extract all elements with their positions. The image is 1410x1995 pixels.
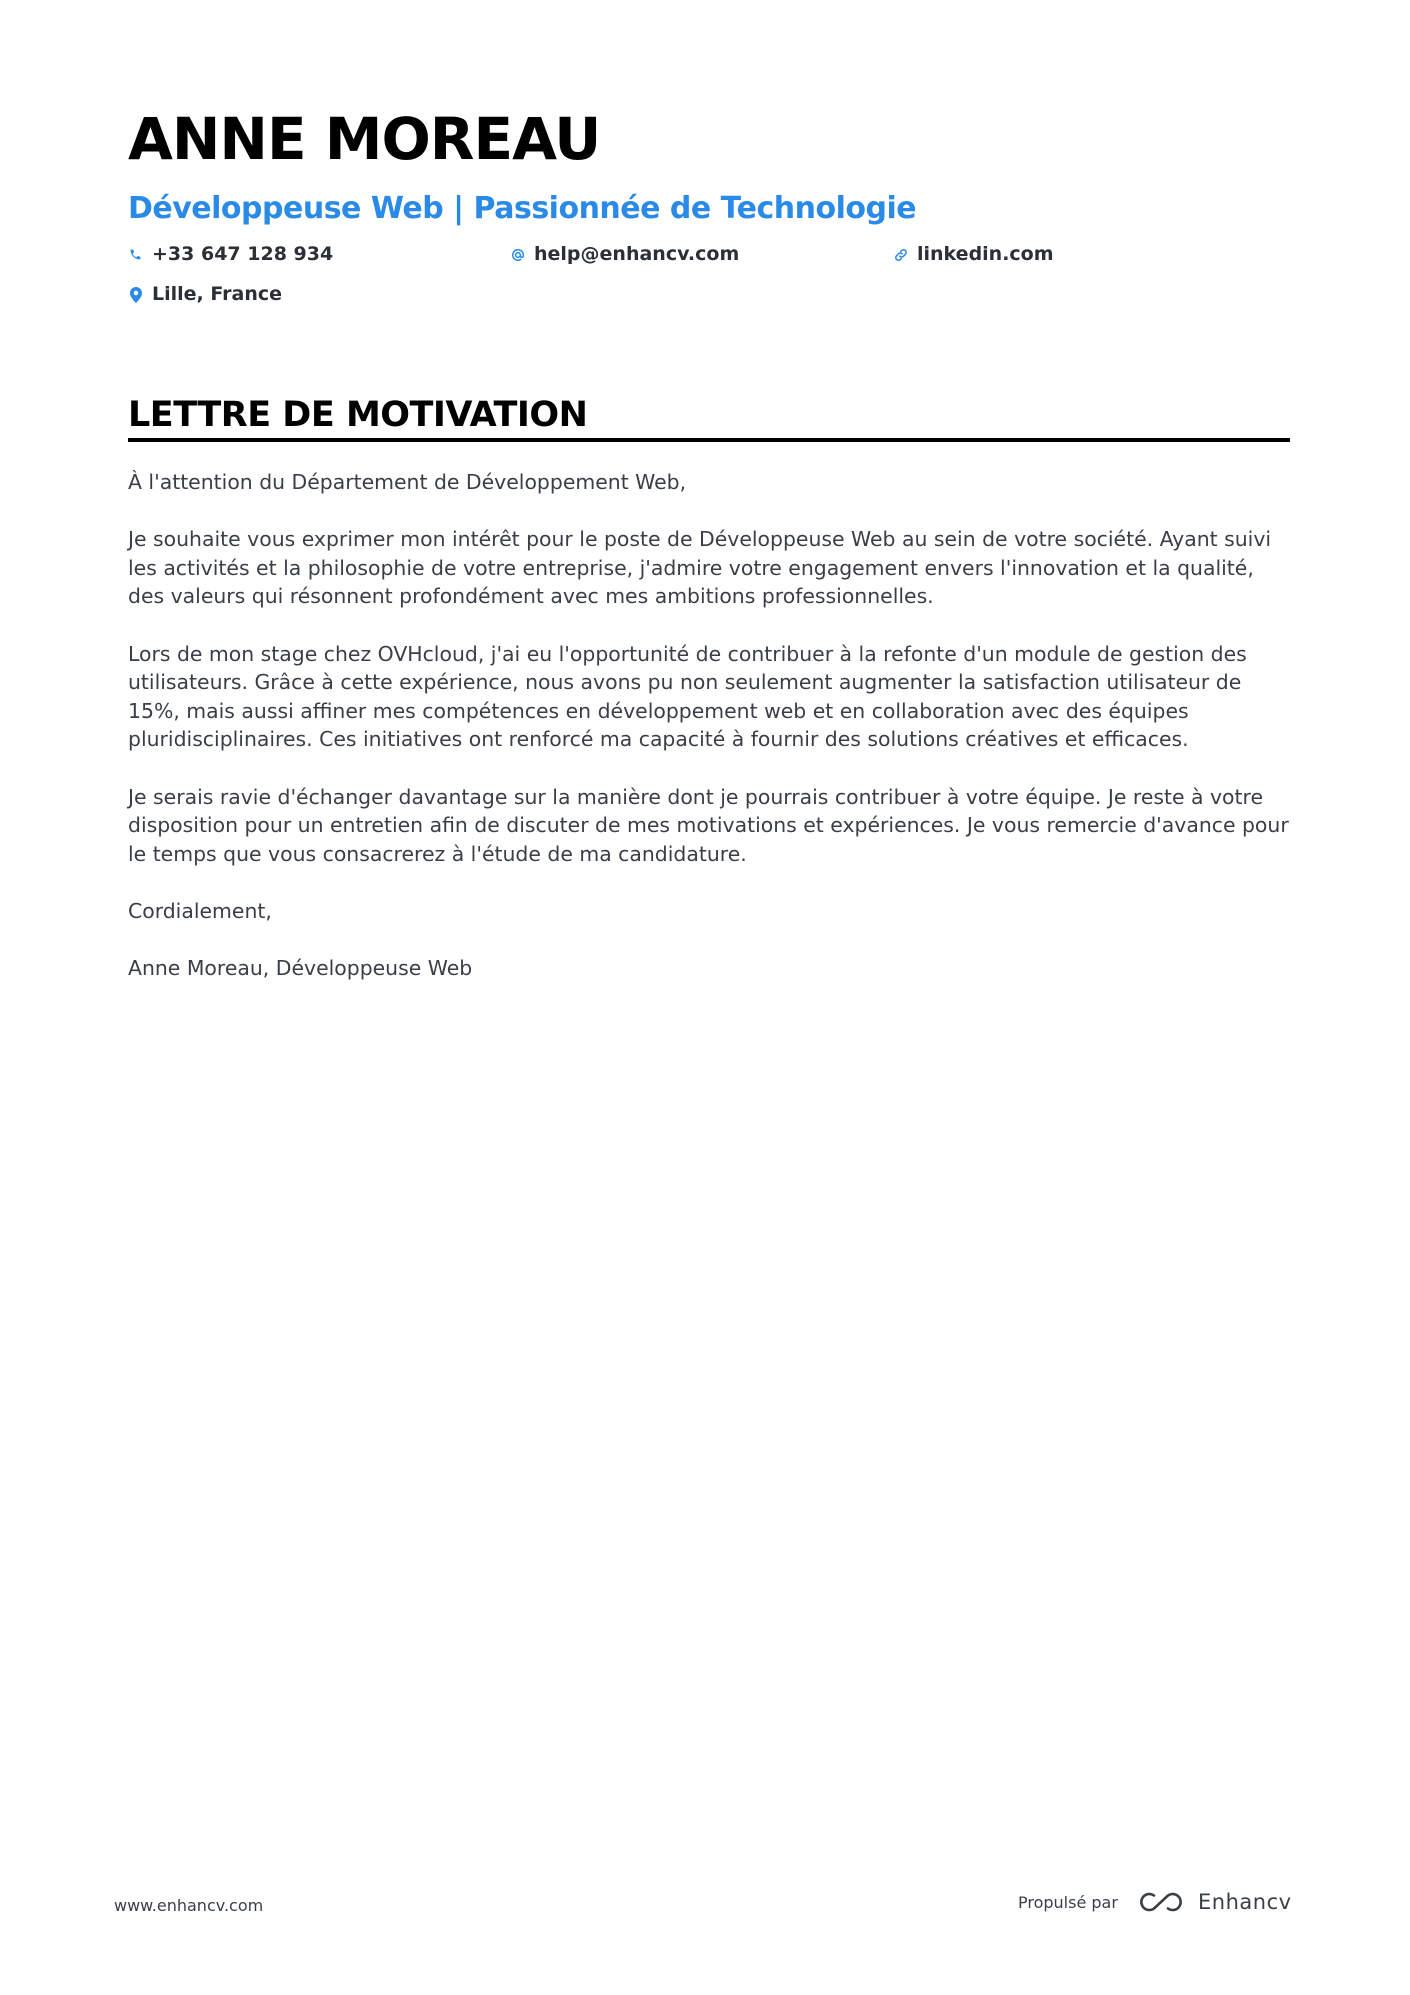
section-title: LETTRE DE MOTIVATION [128, 395, 588, 435]
contact-phone-text: +33 647 128 934 [152, 243, 334, 265]
at-icon [510, 246, 525, 263]
location-pin-icon [128, 286, 143, 303]
letter-salutation: À l'attention du Département de Développement Web, [128, 470, 687, 494]
footer-website[interactable]: www.enhancv.com [114, 1896, 264, 1915]
contact-email-text[interactable]: help@enhancv.com [534, 243, 740, 265]
letter-closing: Cordialement, [128, 898, 272, 923]
letter-signature: Anne Moreau, Développeuse Web [128, 956, 473, 981]
contact-phone [128, 245, 333, 264]
link-icon [893, 246, 908, 263]
candidate-subtitle: Développeuse Web | Passionnée de Technologie [128, 191, 917, 226]
contact-linkedin[interactable] [893, 245, 1054, 264]
footer-powered-by: Propulsé par [1018, 1893, 1118, 1912]
letter-paragraph-1: Je souhaite vous exprimer mon intérêt pour le poste de Développeuse Web au sein de votre société. Ayant suivi les activités et la philosophie de votre entreprise, j'admire votre engagement envers l'innovation et la qualité, des valeurs qui résonnent profondément avec mes ambitions professionnelles. [128, 527, 1272, 609]
footer-brand-name: Enhancv [1198, 1890, 1292, 1914]
letter-body [128, 468, 1290, 1011]
contact-location-text: Lille, France [152, 283, 282, 305]
contact-location [128, 285, 282, 304]
enhancv-logo-icon [1138, 1889, 1184, 1915]
contact-email[interactable] [510, 245, 739, 264]
contact-linkedin-text[interactable]: linkedin.com [917, 243, 1054, 265]
phone-icon [128, 246, 143, 263]
section-divider [128, 438, 1290, 442]
letter-paragraph-3: Je serais ravie d'échanger davantage sur la manière dont je pourrais contribuer à votre équipe. Je reste à votre disposition pour un entretien afin de discuter de mes motivations et expériences. Je vous remercie d'avance pour le temps que vous consacrerez à l'étude de ma candidature. [128, 784, 1289, 866]
candidate-name: ANNE MOREAU [128, 105, 601, 173]
footer-brand-logo[interactable] [1138, 1889, 1292, 1915]
letter-paragraph-2: Lors de mon stage chez OVHcloud, j'ai eu l'opportunité de contribuer à la refonte d'un module de gestion des utilisateurs. Grâce à cette expérience, nous avons pu non seulement augmenter la satisfaction utilisateur de 15%, mais aussi affiner mes compétences en développement web et en collaboration avec des équipes pluridisciplinaires. Ces initiatives ont renforcé ma capacité à fournir des solutions créatives et efficaces. [128, 641, 1247, 752]
